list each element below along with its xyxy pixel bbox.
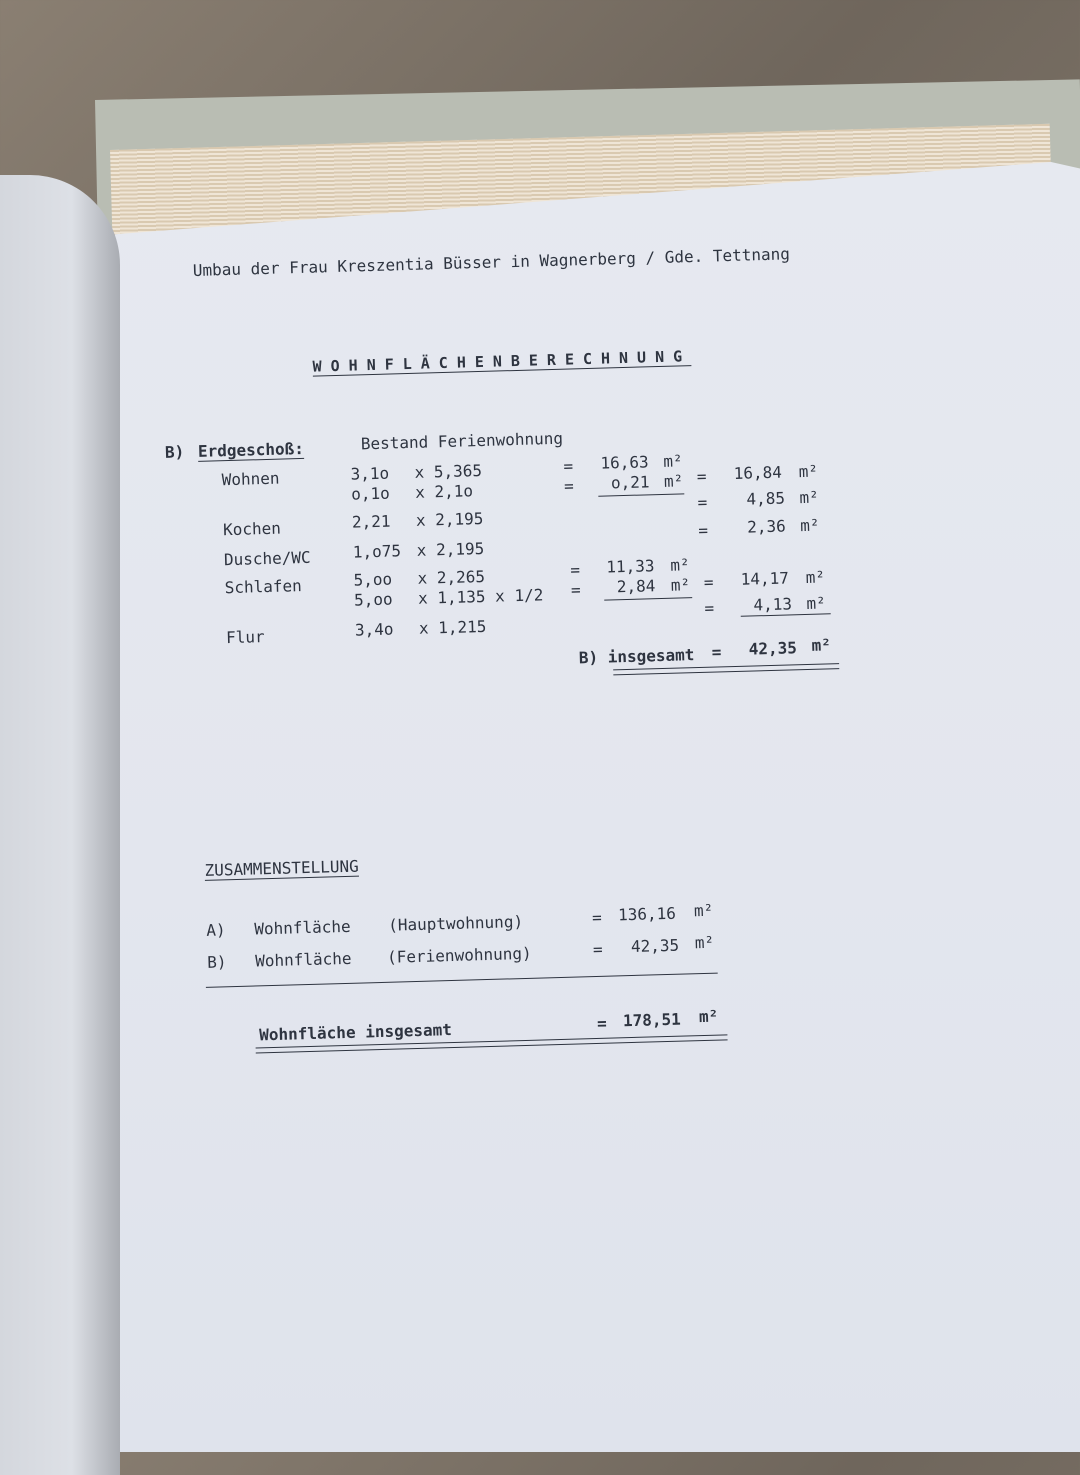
summary-total-value: 178,51 <box>622 1009 682 1031</box>
summary-item-desc: (Ferienwohnung) <box>386 943 532 967</box>
room-name: Schlafen <box>224 576 303 598</box>
room-total: 14,17 <box>740 568 790 589</box>
area-unit: m² <box>805 567 826 587</box>
room-name: Kochen <box>222 518 282 540</box>
equals-sign: = <box>596 1013 607 1033</box>
summary-item-value: 136,16 <box>617 903 677 925</box>
dimension-width: x 2,265 <box>417 566 486 588</box>
dimension-length: 5,oo <box>353 569 393 590</box>
partial-area: 11,33 <box>606 556 655 577</box>
equals-sign: = <box>698 520 709 540</box>
equals-sign: = <box>563 476 574 496</box>
summary-item-key: B) <box>206 952 227 972</box>
summary-item-desc: (Hauptwohnung) <box>387 912 524 935</box>
dimension-length: 5,oo <box>353 589 393 610</box>
room-total: 4,13 <box>753 594 793 615</box>
subtotal-line <box>604 597 692 600</box>
dimension-width: x 2,195 <box>416 538 485 560</box>
dimension-width: x 2,195 <box>415 508 484 530</box>
equals-sign: = <box>570 580 581 600</box>
partial-area: o,21 <box>610 472 650 493</box>
summary-title: ZUSAMMENSTELLUNG <box>204 856 359 880</box>
subtotal-line <box>598 493 684 496</box>
summary-item-key: A) <box>206 920 226 940</box>
dimension-width: x 1,215 <box>418 616 487 638</box>
equals-sign: = <box>696 466 707 486</box>
equals-sign: = <box>570 560 581 580</box>
room-name: Dusche/WC <box>223 547 311 570</box>
dimension-length: 2,21 <box>351 511 391 532</box>
equals-sign: = <box>563 456 574 476</box>
room-total: 4,85 <box>746 488 786 509</box>
area-unit: m² <box>798 461 819 482</box>
room-name: Flur <box>225 627 265 648</box>
area-unit: m² <box>806 593 826 613</box>
partial-area: 16,63 <box>600 452 649 473</box>
room-total: 16,84 <box>733 462 783 483</box>
area-unit: m² <box>670 575 691 595</box>
dimension-length: 1,o75 <box>352 541 402 562</box>
room-total: 2,36 <box>746 516 787 537</box>
room-name: Wohnen <box>221 468 280 490</box>
equals-sign: = <box>591 907 603 928</box>
summary-item-label: Wohnfläche <box>254 948 352 971</box>
equals-sign: = <box>697 492 708 512</box>
equals-sign: = <box>711 642 722 662</box>
section-b-subtitle: Bestand Ferienwohnung <box>360 428 564 454</box>
area-unit: m² <box>663 451 683 471</box>
dimension-length: o,1o <box>350 483 390 504</box>
area-unit: m² <box>811 635 832 655</box>
section-b-name: Erdgeschoß: <box>197 438 305 461</box>
dimension-length: 3,1o <box>350 463 390 484</box>
area-unit: m² <box>698 1006 719 1027</box>
equals-sign: = <box>704 598 715 618</box>
equals-sign: = <box>703 572 714 592</box>
area-unit: m² <box>799 515 820 536</box>
summary-item-value: 42,35 <box>630 935 680 956</box>
area-unit: m² <box>670 555 690 575</box>
summary-rule <box>206 973 718 988</box>
area-unit: m² <box>663 471 684 491</box>
section-b-label: B) <box>164 442 185 462</box>
dimension-length: 3,4o <box>354 619 394 640</box>
dimension-width: x 5,365 <box>414 460 483 482</box>
area-unit: m² <box>694 932 715 953</box>
section-b-sum-value: 42,35 <box>748 638 798 659</box>
dimension-width: x 1,135 x 1/2 <box>417 585 544 608</box>
summary-total-label: Wohnfläche insgesamt <box>258 1020 453 1045</box>
summary-item-label: Wohnfläche <box>254 916 351 939</box>
equals-sign: = <box>592 939 603 960</box>
document-title: WOHNFLÄCHENBERECHNUNG <box>312 347 692 376</box>
section-b-sum-label: B) insgesamt <box>578 645 695 668</box>
dimension-width: x 2,1o <box>414 481 474 502</box>
area-unit: m² <box>693 900 714 921</box>
document-header: Umbau der Frau Kreszentia Büsser in Wagnerberg / Gde. Tettnang <box>192 244 791 280</box>
area-unit: m² <box>799 487 819 508</box>
partial-area: 2,84 <box>616 576 656 597</box>
